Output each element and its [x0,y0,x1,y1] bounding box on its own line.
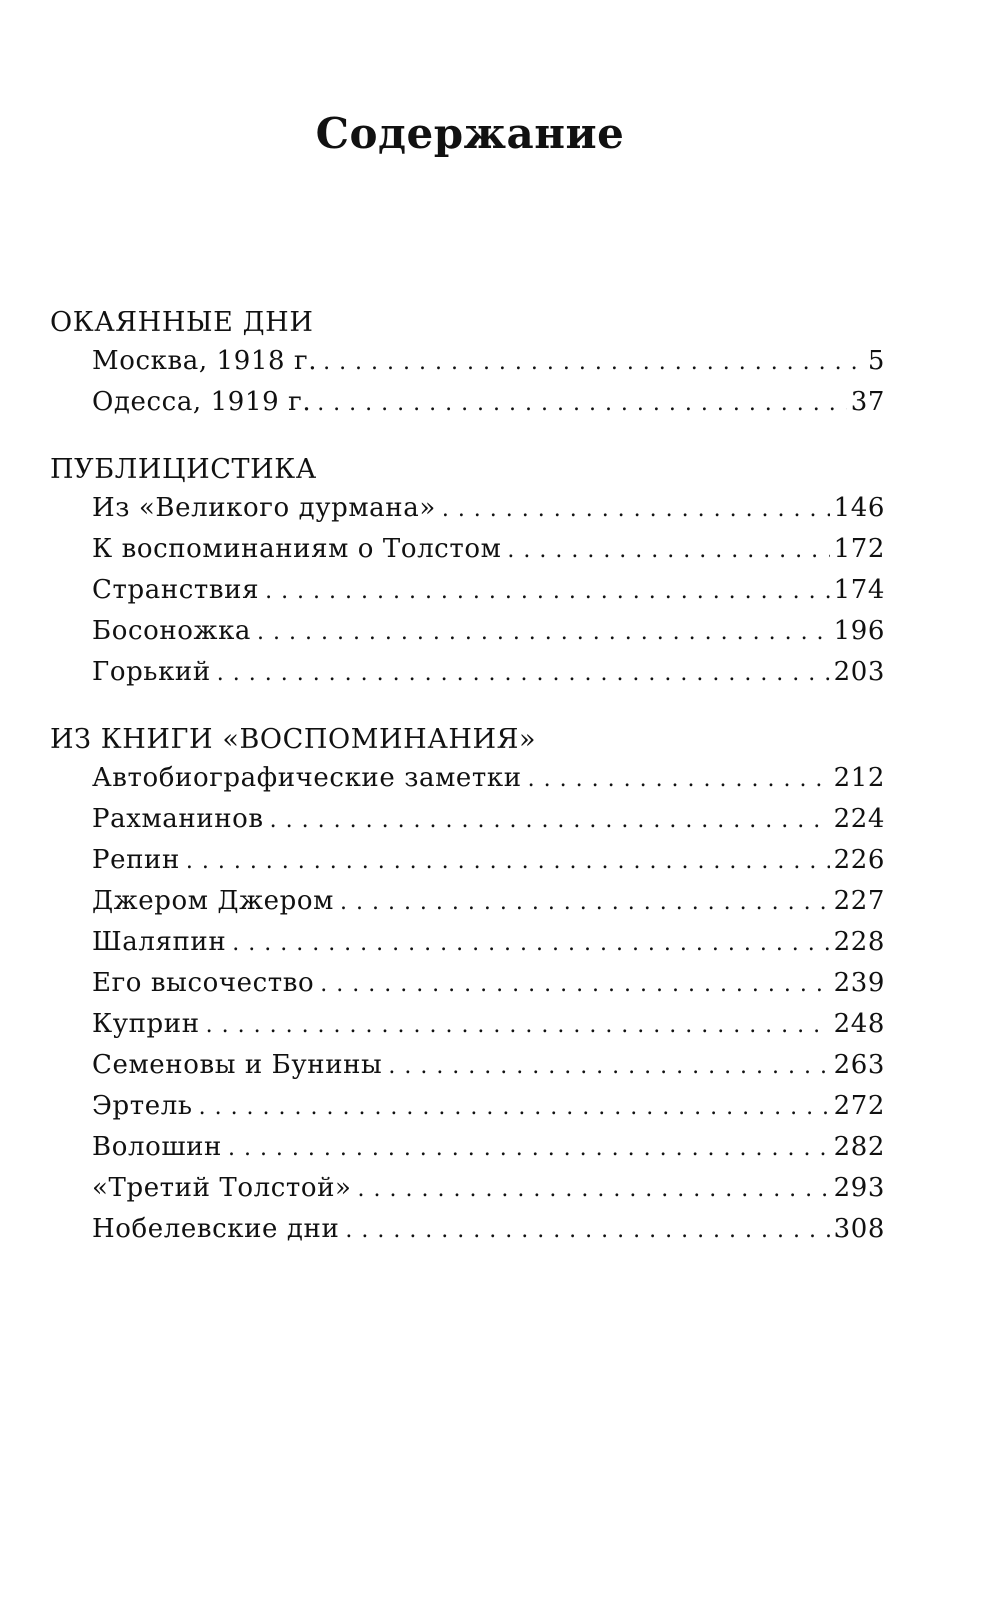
section-title: ПУБЛИЦИСТИКА [50,454,317,485]
toc-entry [92,341,885,382]
dot-leader [228,1128,830,1169]
entry-title: «Третий Толстой» [92,1173,352,1203]
entry-title: Волошин [92,1132,222,1162]
toc-entry [92,611,885,652]
entry-title: Эртель [92,1091,193,1121]
page-number: 37 [850,387,885,417]
toc-entry [92,881,885,922]
toc-entry [92,488,885,529]
entry-title: Семеновы и Бунины [92,1050,383,1080]
entry-title: Куприн [92,1009,200,1039]
section-title: ИЗ КНИГИ «ВОСПОМИНАНИЯ» [50,724,537,755]
page-number: 5 [867,346,885,376]
page-number: 203 [833,657,885,687]
page-number: 228 [833,927,885,957]
page-number: 146 [833,493,885,523]
entry-title: Шаляпин [92,927,227,957]
dot-leader [358,1169,830,1210]
dot-leader [232,923,829,964]
page-number: 196 [833,616,885,646]
entry-title: Нобелевские дни [92,1214,340,1244]
page-number: 308 [833,1214,885,1244]
dot-leader [265,571,829,612]
entry-title: Москва, 1918 г. [92,346,318,376]
page-number: 282 [833,1132,885,1162]
toc-section-okayannye-dni [50,305,885,423]
toc-entry [92,1127,885,1168]
page-title: Содержание [315,109,625,159]
entry-title: Одесса, 1919 г. [92,387,312,417]
entry-title: Рахманинов [92,804,264,834]
page-number: 239 [833,968,885,998]
toc-entry [92,1045,885,1086]
page-number: 172 [833,534,885,564]
toc-entry [92,570,885,611]
toc-entry [92,1168,885,1209]
toc-entry [92,1086,885,1127]
page-number: 212 [833,763,885,793]
entry-title: Из «Великого дурмана» [92,493,436,523]
dot-leader [270,800,830,841]
dot-leader [340,882,830,923]
toc-entry [92,1004,885,1045]
toc-entry [92,922,885,963]
dot-leader [199,1087,830,1128]
page-number: 224 [833,804,885,834]
entry-title: Репин [92,845,180,875]
entry-title: Босоножка [92,616,252,646]
toc-entry [92,758,885,799]
page-number: 248 [833,1009,885,1039]
dot-leader [388,1046,829,1087]
toc-entry [92,652,885,693]
page-number: 227 [833,886,885,916]
page-number: 226 [833,845,885,875]
dot-leader [345,1210,829,1251]
dot-leader [217,653,830,694]
page-number: 174 [833,575,885,605]
dot-leader [206,1005,830,1046]
page-number: 272 [833,1091,885,1121]
table-of-contents [50,305,885,1279]
dot-leader [317,383,847,424]
page-number: 293 [833,1173,885,1203]
dot-leader [507,530,829,571]
page-number: 263 [833,1050,885,1080]
toc-entry [92,529,885,570]
toc-section-iz-knigi-vospominaniya [50,722,885,1250]
toc-entry [92,382,885,423]
entry-title: Автобиографические заметки [92,763,522,793]
toc-entry [92,840,885,881]
section-title: ОКАЯННЫЕ ДНИ [50,307,314,338]
entry-title: Горький [92,657,211,687]
dot-leader [320,964,829,1005]
dot-leader [528,759,830,800]
entry-title: Его высочество [92,968,315,998]
entry-title: Странствия [92,575,260,605]
toc-entry [92,963,885,1004]
dot-leader [323,342,864,383]
toc-entry [92,1209,885,1250]
entry-title: Джером Джером [92,886,334,916]
dot-leader [257,612,830,653]
entry-title: К воспоминаниям о Толстом [92,534,502,564]
toc-section-publitsistika [50,452,885,693]
dot-leader [186,841,830,882]
toc-entry [92,799,885,840]
dot-leader [442,489,830,530]
